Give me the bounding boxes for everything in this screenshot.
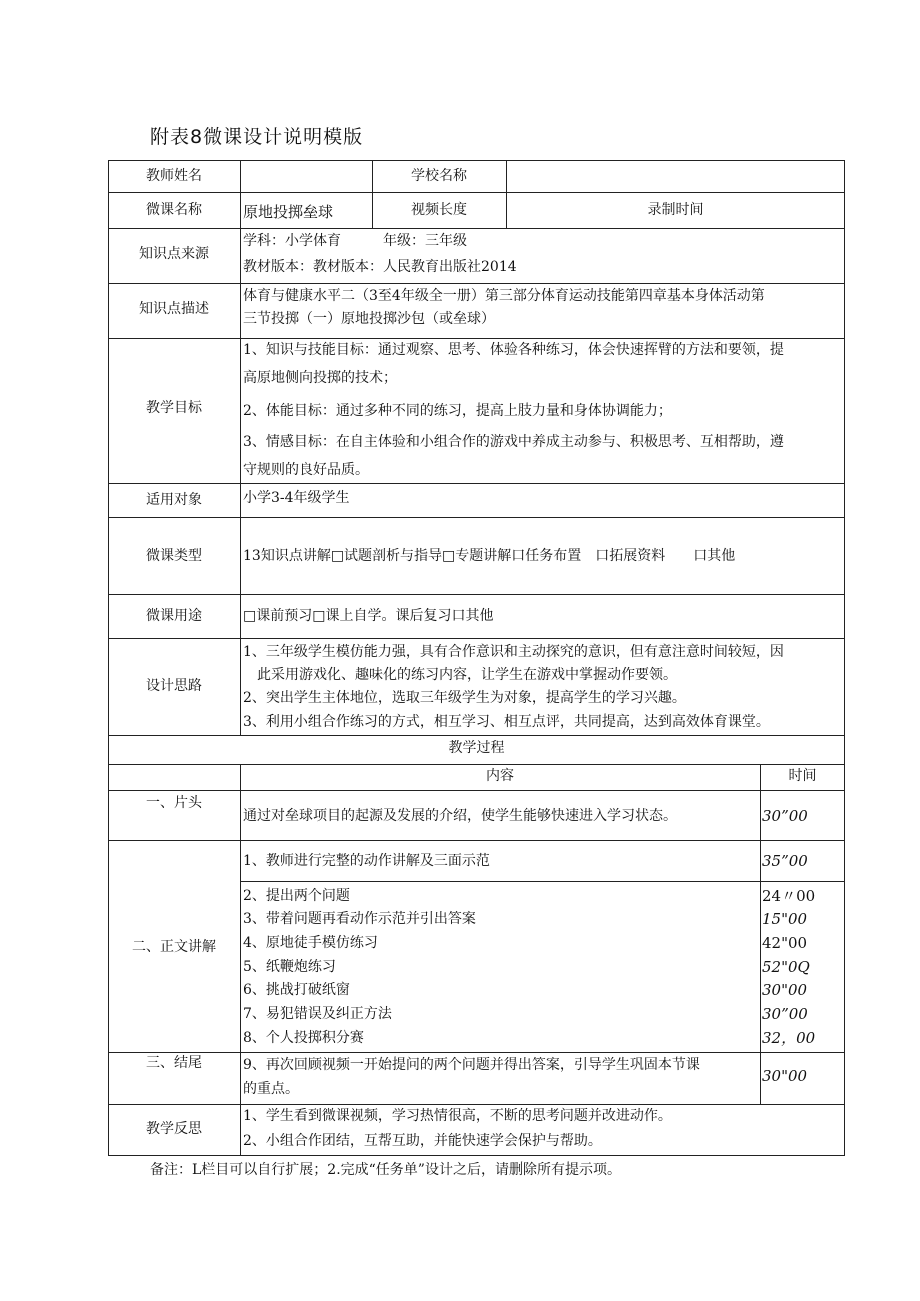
reflection-line-1: 1、学生看到微课视频，学习热情很高，不断的思考问题并改进动作。 [243, 1108, 672, 1124]
idea-line-4: 3、利用小组合作练习的方式，相互学习、相互点评，共同提高，达到高效体育课堂。 [243, 714, 770, 730]
step-7: 7、易犯错误及纠正方法 [243, 1006, 392, 1022]
step-6-time: 30"00 [762, 981, 808, 999]
end-label: 三、结尾 [146, 1055, 202, 1071]
intro-time: 30”00 [762, 807, 808, 825]
end-line-2: 的重点。 [243, 1081, 299, 1097]
audience-value: 小学3-4年级学生 [243, 490, 350, 506]
step-4-time: 42"00 [762, 934, 808, 952]
source-line-2: 教材版本：教材版本：人民教育出版社2014 [243, 259, 517, 275]
main-label: 二、正文讲解 [132, 939, 216, 955]
reflection-line-2: 2、小组合作团结，互帮互助，并能快速学会保护与帮助。 [243, 1133, 602, 1149]
step-5: 5、纸鞭炮练习 [243, 959, 336, 975]
desc-line-1: 体育与健康水平二（3至4年级全一册）第三部分体育运动技能第四章基本身体活动第 [243, 288, 765, 304]
idea-line-1: 1、三年级学生模仿能力强，具有合作意识和主动探究的意识，但有意注意时间较短，因 [243, 644, 784, 660]
step-2-time: 24〃00 [762, 887, 816, 905]
design-table [108, 160, 845, 1156]
step-7-time: 30”00 [762, 1005, 808, 1023]
goal-label: 教学目标 [146, 400, 202, 416]
goal-line-1: 1、知识与技能目标：通过观察、思考、体验各种练习，体会快速挥臂的方法和要领，提 [243, 342, 784, 358]
step-2: 2、提出两个问题 [243, 888, 350, 904]
time-header: 时间 [788, 768, 817, 784]
lesson-value[interactable]: 原地投掷垒球 [243, 203, 334, 221]
process-header: 教学过程 [448, 740, 505, 756]
duration-label: 视频长度 [411, 202, 467, 218]
goal-line-3: 2、体能目标：通过多种不同的练习，提高上肢力量和身体协调能力； [243, 403, 672, 419]
goal-line-5: 守规则的良好品质。 [243, 462, 369, 478]
step-1: 1、教师进行完整的动作讲解及三面示范 [243, 853, 490, 869]
recording-label: 录制时间 [647, 202, 704, 218]
step-5-time: 52"0Q [762, 958, 810, 976]
step-3: 3、带着问题再看动作示范并引出答案 [243, 911, 476, 927]
goal-line-4: 3、情感目标：在自主体验和小组合作的游戏中养成主动参与、积极思考、互相帮助，遵 [243, 434, 784, 450]
reflection-label: 教学反思 [146, 1121, 202, 1137]
source-label: 知识点来源 [139, 246, 209, 262]
end-line-1: 9、再次回顾视频一开始提问的两个问题并得出答案，引导学生巩固本节课 [243, 1057, 700, 1073]
step-4: 4、原地徒手模仿练习 [243, 935, 378, 951]
step-8: 8、个人投掷积分赛 [243, 1030, 364, 1046]
step-3-time: 15"00 [762, 910, 808, 928]
audience-label: 适用对象 [146, 492, 202, 508]
end-time: 30"00 [762, 1067, 808, 1085]
idea-line-3: 2、突出学生主体地位，选取三年级学生为对象，提高学生的学习兴趣。 [243, 690, 686, 706]
page-title: 附表8微课设计说明模版 [150, 126, 364, 148]
idea-label: 设计思路 [146, 678, 202, 694]
content-header: 内容 [486, 768, 514, 784]
step-8-time: 32，00 [762, 1029, 816, 1047]
footnote: 备注：L栏目可以自行扩展；2.完成“任务单”设计之后，请删除所有提示项。 [150, 1162, 621, 1178]
teacher-label: 教师姓名 [146, 168, 202, 184]
school-label: 学校名称 [411, 168, 467, 184]
desc-line-2: 三节投掷（一）原地投掷沙包（或垒球） [243, 311, 495, 327]
intro-label: 一、片头 [146, 795, 202, 811]
use-value: □课前预习□课上自学。课后复习口其他 [243, 608, 494, 624]
type-label: 微课类型 [146, 548, 202, 564]
step-6: 6、挑战打破纸窗 [243, 982, 350, 998]
lesson-label: 微课名称 [146, 202, 202, 218]
desc-label: 知识点描述 [139, 301, 209, 317]
source-line-1: 学科：小学体育 年级：三年级 [243, 233, 467, 249]
step-1-time: 35”00 [762, 852, 808, 870]
type-value: 13知识点讲解□试题剖析与指导□专题讲解口任务布置 口拓展资料 口其他 [243, 548, 736, 564]
goal-line-2: 高原地侧向投掷的技术； [243, 370, 397, 386]
use-label: 微课用途 [146, 608, 202, 624]
intro-content: 通过对垒球项目的起源及发展的介绍，使学生能够快速进入学习状态。 [243, 808, 677, 824]
idea-line-2: 此采用游戏化、趣味化的练习内容，让学生在游戏中掌握动作要领。 [243, 667, 677, 683]
